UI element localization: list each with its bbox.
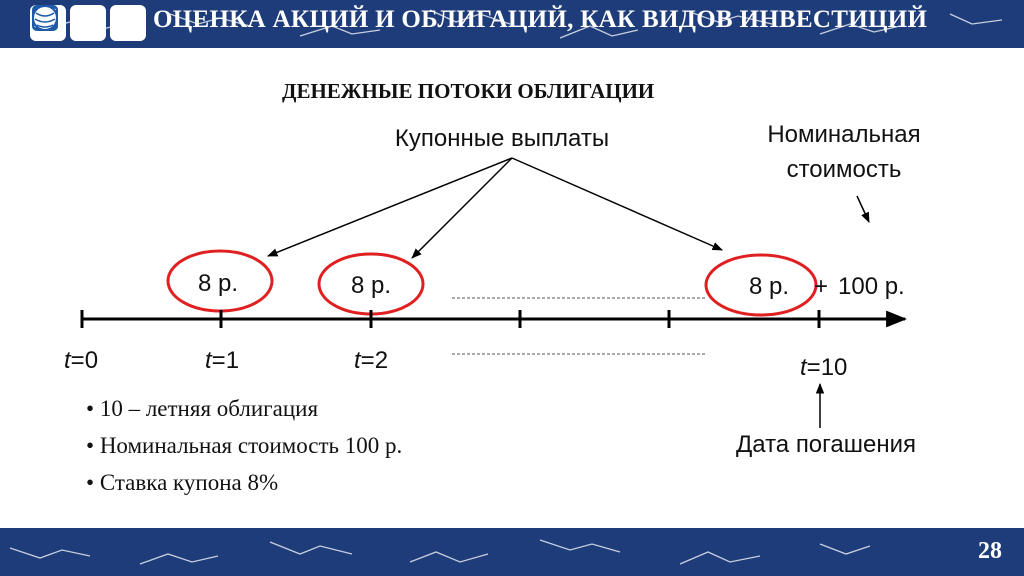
cash-flow-amount-10: 8 р. [748, 273, 790, 300]
footer-band [0, 528, 1024, 576]
band-decoration [0, 528, 1024, 576]
page-number: 28 [978, 538, 1002, 564]
coupon-arrow-2 [412, 158, 512, 258]
time-label-10: t=10 [800, 354, 848, 381]
section-title: ДЕНЕЖНЫЕ ПОТОКИ ОБЛИГАЦИИ [282, 79, 655, 103]
nominal-value-label-line2: стоимость [786, 156, 902, 183]
coupon-payments-label: Купонные выплаты [394, 125, 610, 152]
time-label-0: t=0 [64, 347, 99, 374]
bullet-item: • 10 – летняя облигация [86, 392, 402, 429]
cash-flow-amount-2: 8 р. [350, 272, 392, 299]
maturity-date-label: Дата погашения [736, 431, 916, 458]
time-label-1: t=1 [205, 347, 240, 374]
header-title: ОЦЕНКА АКЦИЙ И ОБЛИГАЦИЙ, КАК ВИДОВ ИНВЕСТИЦИЙ [153, 6, 928, 33]
bullet-item: • Ставка купона 8% [86, 466, 402, 503]
coupon-arrow-1 [268, 158, 512, 256]
bullet-item: • Номинальная стоимость 100 р. [86, 429, 402, 466]
nominal-value-label-line1: Номинальная [767, 121, 921, 148]
nominal-value-arrow [857, 196, 869, 222]
time-label-2: t=2 [354, 347, 389, 374]
cash-flow-amount-1: 8 р. [197, 270, 239, 297]
face-value-amount: 100 р. [838, 273, 905, 300]
bond-facts-list [86, 392, 402, 503]
coupon-arrow-3 [512, 158, 722, 250]
plus-sign: + [813, 273, 829, 300]
